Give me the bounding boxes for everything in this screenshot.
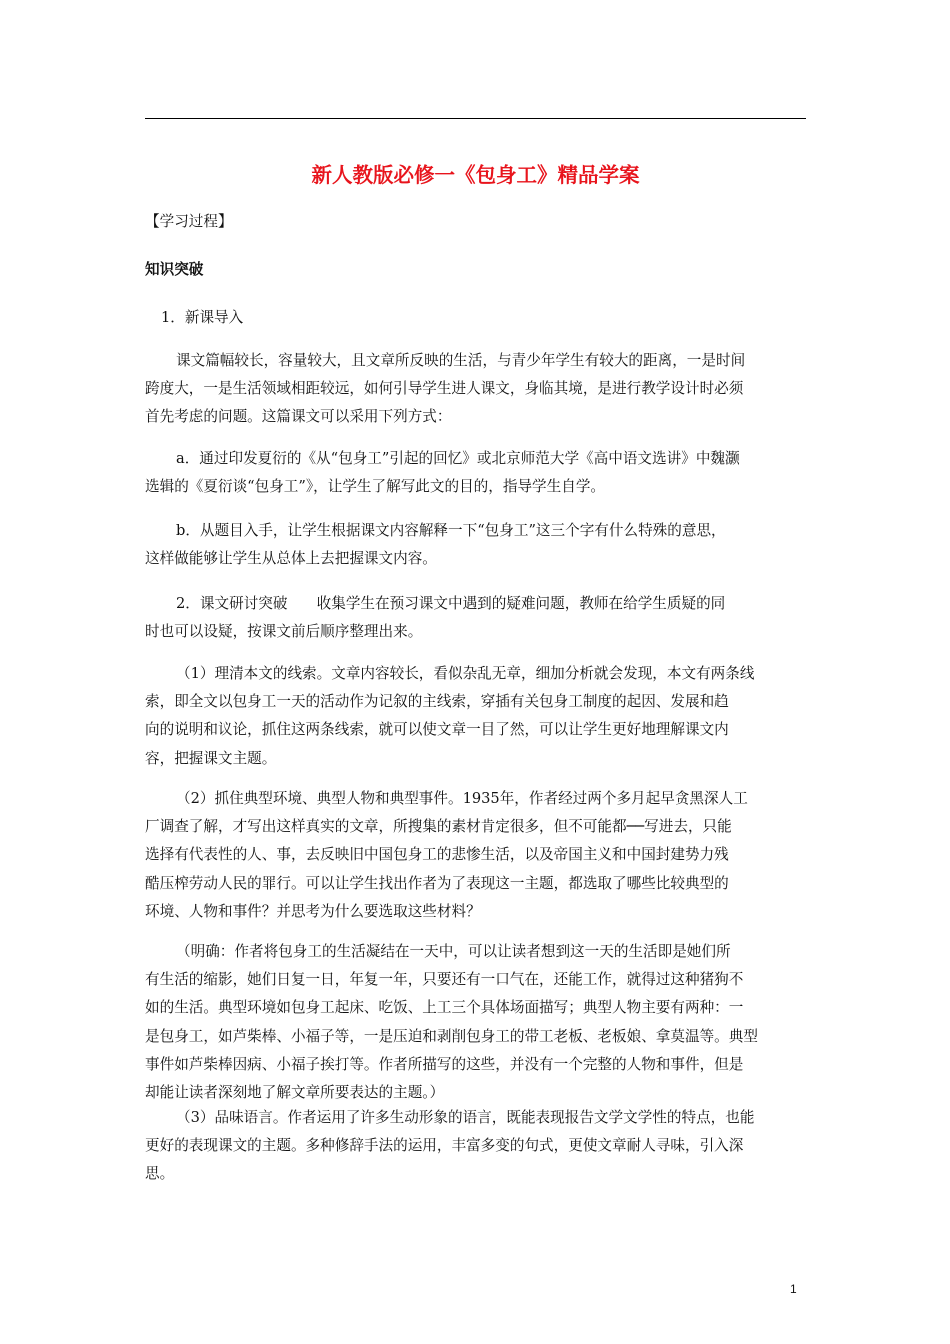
paragraph-sub-3 — [145, 1104, 806, 1189]
paragraph-line: 这样做能够让学生从总体上去把握课文内容。 — [145, 550, 437, 568]
paragraph-line: 环境、人物和事件？并思考为什么要选取这些材料？ — [145, 902, 481, 920]
paragraph-line: 向的说明和议论，抓住这两条线索，就可以使文章一目了然，可以让学生更好地理解课文内 — [145, 721, 729, 739]
document-title: 新人教版必修一《包身工》精品学案 — [311, 163, 640, 187]
paragraph-sub-2 — [145, 785, 806, 926]
paragraph-line: a．通过印发夏衍的《从“包身工”引起的回忆》或北京师范大学《高中语文选讲》中魏灏 — [176, 450, 740, 467]
paragraph-line: 更好的表现课文的主题。多种修辞手法的运用，丰富多变的句式，更使文章耐人寻味，引入深 — [145, 1137, 744, 1155]
subheading: 知识突破 — [145, 261, 204, 278]
paragraph-line: 跨度大，一是生活领域相距较远，如何引导学生进人课文，身临其境，是进行教学设计时必须 — [145, 380, 744, 398]
paragraph-line: 课文篇幅较长，容量较大，且文章所反映的生活，与青少年学生有较大的距离，一是时间 — [176, 352, 746, 369]
paragraph-line: 事件如芦柴棒因病、小福子挨打等。作者所描写的这些，并没有一个完整的人物和事件，但是 — [145, 1055, 744, 1073]
paragraph-line: 2．课文研讨突破 收集学生在预习课文中遇到的疑难问题，教师在给学生质疑的同 — [176, 595, 726, 612]
item-1-heading: 1．新课导入 — [161, 309, 244, 326]
paragraph-line: 酷压榨劳动人民的罪行。可以让学生找出作者为了表现这一主题，都选取了哪些比较典型的 — [145, 874, 729, 892]
paragraph-line: 时也可以设疑，按课文前后顺序整理出来。 — [145, 623, 423, 641]
paragraph-line: b．从题目入手，让学生根据课文内容解释一下“包身工”这三个字有什么特殊的意思， — [176, 522, 726, 539]
paragraph-line: 是包身工，如芦柴棒、小福子等，一是压迫和剥削包身工的带工老板、老板娘、拿莫温等。典型 — [145, 1027, 758, 1045]
paragraph-line: 思。 — [145, 1165, 175, 1183]
paragraph-line: 选辑的《夏衍谈“包身工”》，让学生了解写此文的目的，指导学生自学。 — [145, 478, 606, 496]
paragraph-intro — [145, 347, 806, 432]
page-number: 1 — [790, 1282, 797, 1296]
paragraph-a — [145, 445, 806, 501]
paragraph-line: 如的生活。典型环境如包身工起床、吃饭、上工三个具体场面描写；典型人物主要有两种：一 — [145, 999, 744, 1017]
paragraph-line: （2）抓住典型环境、典型人物和典型事件。1935年，作者经过两个多月起早贪黑深人工 — [176, 790, 748, 807]
section-heading: 【学习过程】 — [145, 213, 233, 230]
paragraph-line: 索，即全文以包身工一天的活动作为记叙的主线索，穿插有关包身工制度的起因、发展和趋 — [145, 693, 729, 711]
paragraph-line: 厂调查了解，才写出这样真实的文章，所搜集的素材肯定很多，但不可能都──写进去，只能 — [145, 818, 732, 836]
paragraph-b — [145, 517, 806, 573]
paragraph-line: （明确：作者将包身工的生活凝结在一天中，可以让读者想到这一天的生活即是她们所 — [176, 943, 731, 960]
paragraph-line: 选择有代表性的人、事，去反映旧中国包身工的悲惨生活，以及帝国主义和中国封建势力残 — [145, 846, 729, 864]
paragraph-line: 有生活的缩影，她们日复一日，年复一年，只要还有一口气在，还能工作，就得过这种猪狗不 — [145, 971, 744, 989]
paragraph-line: 首先考虑的问题。这篇课文可以采用下列方式： — [145, 408, 452, 426]
paragraph-line: 却能让读者深刻地了解文章所要表达的主题。） — [145, 1084, 445, 1102]
paragraph-line: （1）理清本文的线索。文章内容较长，看似杂乱无章，细加分析就会发现，本文有两条线 — [176, 665, 755, 682]
paragraph-sub-1 — [145, 660, 806, 773]
paragraph-item-2 — [145, 590, 806, 646]
paragraph-clarification — [145, 938, 806, 1107]
paragraph-line: 容，把握课文主题。 — [145, 749, 277, 767]
header-rule — [145, 118, 806, 119]
paragraph-line: （3）品味语言。作者运用了许多生动形象的语言，既能表现报告文学文学性的特点，也能 — [176, 1109, 755, 1126]
